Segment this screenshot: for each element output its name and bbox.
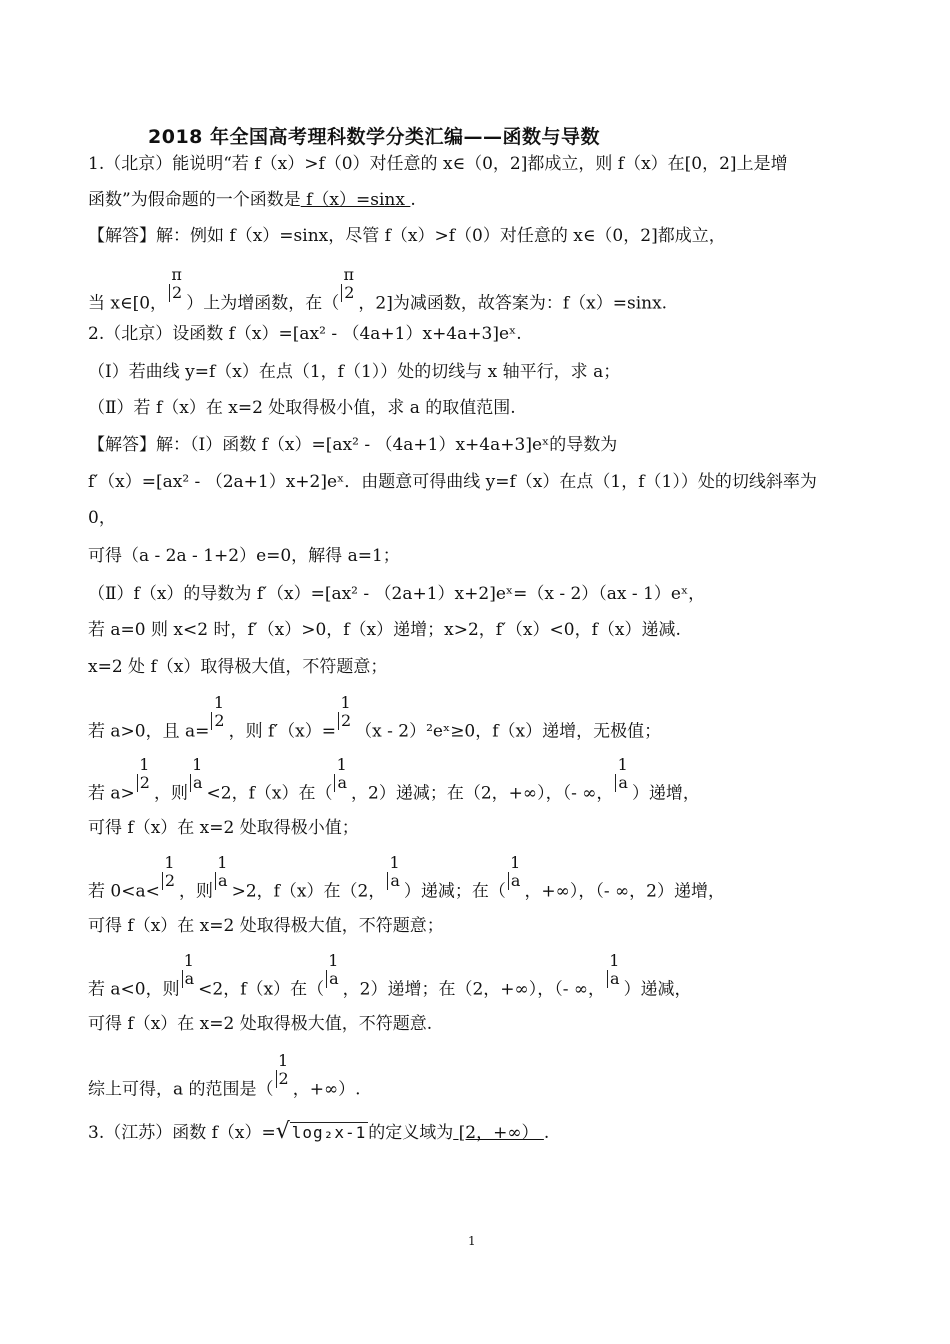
text-segment: 3.（江苏）函数 f（x）= <box>88 1123 276 1143</box>
text-segment: （x - 2）²eˣ≥0，f（x）递增，无极值； <box>355 721 662 742</box>
text-segment: ，则 f′（x）= <box>228 721 336 742</box>
fraction-numerator: 1 <box>183 951 194 970</box>
fraction-numerator: 1 <box>164 853 175 872</box>
text-segment: ）递减， <box>623 979 692 1000</box>
fraction-numerator: 1 <box>217 853 228 872</box>
fraction-numerator: 1 <box>510 853 521 872</box>
fraction-denominator: 2 <box>341 284 356 302</box>
q2-solution-line-7: x=2 处 f（x）取得极大值，不符题意； <box>88 657 388 677</box>
document-title: 2018 年全国高考理科数学分类汇编——函数与导数 <box>148 126 600 148</box>
page-number: 1 <box>468 1234 476 1248</box>
text-segment: 若 0<a< <box>88 881 160 902</box>
fraction-denominator: a <box>334 774 349 792</box>
q2-solution-line-10: 可得 f（x）在 x=2 处取得极小值； <box>88 818 359 838</box>
q1-text-a: 当 x∈[0， <box>88 293 168 314</box>
text-segment: >2，f（x）在（2， <box>231 881 386 902</box>
fraction-denominator: a <box>615 774 630 792</box>
text-segment: ）递增， <box>631 783 700 804</box>
q1-solution-line-2 <box>88 265 668 322</box>
fraction-1-over-a <box>182 952 197 988</box>
q2-solution-line-13 <box>88 951 692 1008</box>
fraction-numerator: 1 <box>213 693 225 712</box>
fraction-1-over-a <box>607 952 622 988</box>
fraction-numerator: 1 <box>336 755 347 774</box>
fraction-1-over-2 <box>276 1052 291 1088</box>
text-segment: ，2）递增；在（2，+∞），（- ∞， <box>342 979 606 1000</box>
q2-solution-line-2: f′（x）=[ax² - （2a+1）x+2]eˣ．由题意可得曲线 y=f（x）在点（1，f（1））处的切线斜率为 <box>88 472 817 492</box>
fraction-denominator: 2 <box>211 712 226 730</box>
text-segment: . <box>543 1123 550 1143</box>
text-segment: ，2）递减；在（2，+∞），（- ∞， <box>351 783 614 804</box>
fraction-1-over-2 <box>137 756 152 792</box>
q2-solution-line-5: （Ⅱ）f（x）的导数为 f′（x）=[ax² - （2a+1）x+2]eˣ=（x - 2）（ax - 1）eˣ， <box>88 584 706 604</box>
fraction-denominator: 2 <box>276 1070 291 1088</box>
fraction-denominator: a <box>326 970 341 988</box>
fraction-denominator: a <box>190 774 205 792</box>
fraction-numerator: 1 <box>278 1051 289 1070</box>
fraction-1-over-a <box>615 756 630 792</box>
q1-line-2 <box>88 188 416 212</box>
q2-solution-line-6: 若 a=0 则 x<2 时，f′（x）>0，f（x）递增；x>2，f′（x）<0，f（x）递减. <box>88 620 681 640</box>
fraction-numerator: π <box>171 265 182 284</box>
fraction-numerator: 1 <box>389 853 400 872</box>
fraction-numerator: 1 <box>192 755 203 774</box>
text-segment: 若 a>0，且 a= <box>88 721 210 742</box>
fraction-denominator: 2 <box>162 872 177 890</box>
q2-solution-line-15 <box>88 1051 361 1108</box>
q1-line-1: 1.（北京）能说明“若 f（x）>f（0）对任意的 x∈（0，2]都成立，则 f（x）在[0，2]上是增 <box>88 154 788 174</box>
q1-solution-line-1: 【解答】解：例如 f（x）=sinx，尽管 f（x）>f（0）对任意的 x∈（0，2]都成立， <box>88 226 726 246</box>
text-segment: 的定义域为 <box>368 1123 454 1143</box>
fraction-1-over-2 <box>338 694 353 730</box>
text-segment: ，则 <box>153 783 188 804</box>
q2-solution-line-12: 可得 f（x）在 x=2 处取得极大值，不符题意； <box>88 916 444 936</box>
q1-period: . <box>410 190 416 210</box>
fraction-numerator: 1 <box>609 951 620 970</box>
fraction-numerator: 1 <box>139 755 150 774</box>
fraction-denominator: a <box>508 872 523 890</box>
fraction-numerator: 1 <box>617 755 628 774</box>
q3-line-1 <box>88 1120 549 1145</box>
fraction-pi-over-2 <box>341 266 356 302</box>
q2-line-2: （Ⅰ）若曲线 y=f（x）在点（1，f（1））处的切线与 x 轴平行，求 a； <box>88 362 621 382</box>
q2-solution-line-1: 【解答】解：（Ⅰ）函数 f（x）=[ax² - （4a+1）x+4a+3]eˣ的导数为 <box>88 435 618 455</box>
fraction-denominator: a <box>182 970 197 988</box>
sqrt-expression <box>276 1120 368 1145</box>
q3-answer: [2，+∞） <box>453 1123 544 1143</box>
q2-solution-line-4: 可得（a - 2a - 1+2）e=0，解得 a=1； <box>88 546 400 566</box>
text-segment: 综上可得，a 的范围是（ <box>88 1079 274 1100</box>
fraction-1-over-a <box>508 854 523 890</box>
fraction-1-over-2 <box>211 694 226 730</box>
fraction-1-over-a <box>190 756 205 792</box>
fraction-denominator: a <box>607 970 622 988</box>
q2-line-3: （Ⅱ）若 f（x）在 x=2 处取得极小值，求 a 的取值范围. <box>88 398 516 418</box>
text-segment: ，+∞）. <box>292 1079 361 1100</box>
text-segment: ）递减；在（ <box>403 881 506 902</box>
fraction-denominator: 2 <box>169 284 184 302</box>
fraction-denominator: 2 <box>137 774 152 792</box>
q1-text-c: ，2]为减函数，故答案为：f（x）=sinx. <box>358 293 668 314</box>
text-segment: <2，f（x）在（ <box>206 783 333 804</box>
q1-text-b: ）上为增函数，在（ <box>186 293 340 314</box>
text-segment: ，+∞），（- ∞，2）递增， <box>524 881 725 902</box>
sqrt-radicand: log₂x-1 <box>291 1123 367 1142</box>
q2-solution-line-9 <box>88 755 700 812</box>
fraction-1-over-a <box>387 854 402 890</box>
fraction-1-over-a <box>334 756 349 792</box>
fraction-1-over-a <box>215 854 230 890</box>
q2-solution-line-8 <box>88 693 662 750</box>
sqrt-symbol: √ <box>275 1119 290 1144</box>
fraction-numerator: 1 <box>328 951 339 970</box>
fraction-denominator: 2 <box>338 712 353 730</box>
fraction-denominator: a <box>387 872 402 890</box>
text-segment: ，则 <box>179 881 214 902</box>
fraction-numerator: π <box>343 265 355 284</box>
text-segment: 若 a> <box>88 783 135 804</box>
q2-solution-line-14: 可得 f（x）在 x=2 处取得极大值，不符题意. <box>88 1014 433 1034</box>
q2-solution-line-11 <box>88 853 725 910</box>
fraction-numerator: 1 <box>340 693 351 712</box>
text-segment: 若 a<0，则 <box>88 979 180 1000</box>
text-segment: <2，f（x）在（ <box>198 979 325 1000</box>
fraction-denominator: a <box>215 872 230 890</box>
fraction-pi-over-2 <box>169 266 184 302</box>
q1-text: 函数”为假命题的一个函数是 <box>88 190 301 210</box>
q2-line-1: 2.（北京）设函数 f（x）=[ax² - （4a+1）x+4a+3]eˣ. <box>88 324 522 344</box>
q2-solution-line-3: 0， <box>88 508 116 528</box>
fraction-1-over-2 <box>162 854 177 890</box>
q1-answer: f（x）=sinx <box>300 190 411 210</box>
fraction-1-over-a <box>326 952 341 988</box>
